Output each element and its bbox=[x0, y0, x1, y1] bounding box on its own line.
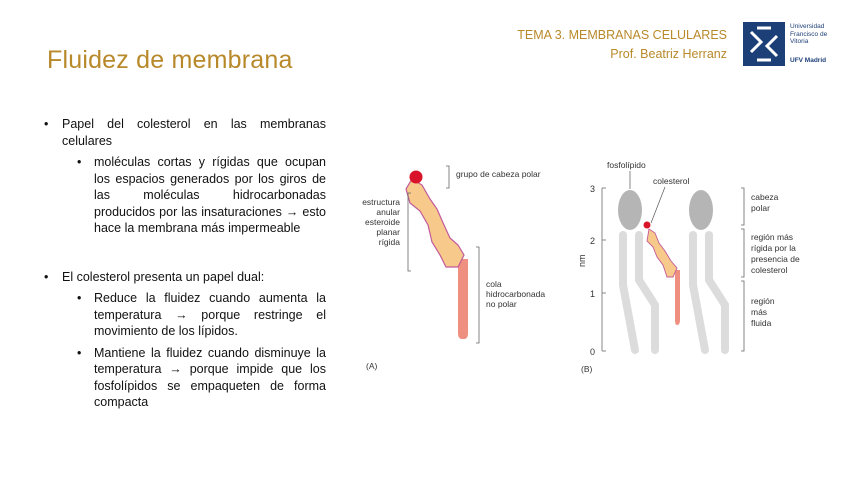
tick-1: 1 bbox=[589, 289, 595, 299]
sub-bullet-maintain-fluidity: • Mantiene la fluidez cuando disminuye la temperatura → porque impide que los fosfolípidos se empaqueten de forma compacta bbox=[44, 345, 326, 411]
phospholipid-right bbox=[689, 190, 725, 350]
figure-a-label: (A) bbox=[366, 361, 378, 371]
label-tail-1: cola bbox=[486, 279, 502, 289]
label-fluid-2: más bbox=[751, 307, 768, 317]
label-fluid-1: región bbox=[751, 296, 775, 306]
cholesterol-molecule bbox=[644, 222, 681, 326]
label-ring-1: estructura bbox=[362, 197, 400, 207]
label-ring-2: anular bbox=[376, 207, 400, 217]
logo-line-1: Universidad bbox=[790, 23, 825, 30]
label-rigid-3: presencia de bbox=[751, 254, 800, 264]
nonpolar-tail bbox=[458, 259, 468, 339]
logo-subtitle: UFV Madrid bbox=[790, 57, 827, 64]
tick-3: 3 bbox=[589, 184, 595, 194]
label-polar-head: grupo de cabeza polar bbox=[456, 169, 541, 179]
label-phospholipid: fosfolípido bbox=[607, 160, 646, 170]
label-ring-3: esteroide bbox=[365, 217, 400, 227]
figure-b-label: (B) bbox=[581, 364, 593, 374]
label-fluid-3: fluida bbox=[751, 318, 772, 328]
label-ring-4: planar bbox=[376, 227, 400, 237]
logo-line-2: Francisco de bbox=[790, 30, 828, 38]
axis-label-nm: nm bbox=[577, 254, 587, 267]
logo-line-3: Vitoria bbox=[790, 38, 809, 45]
label-rigid-1: región más bbox=[751, 232, 794, 242]
label-cholesterol: colesterol bbox=[653, 176, 690, 186]
author-name: Prof. Beatriz Herranz bbox=[610, 47, 727, 61]
phospholipid-left bbox=[618, 190, 655, 350]
university-logo bbox=[743, 22, 785, 66]
label-rigid-4: colesterol bbox=[751, 265, 788, 275]
bullet-dual-role: • El colesterol presenta un papel dual: bbox=[44, 269, 326, 286]
figure-b-membrane-section bbox=[575, 155, 805, 380]
sub-bullet-short-rigid: • moléculas cortas y rígidas que ocupan los espacios generados por los giros de las moléculas hidrocarbonadas producidos por las insaturaciones → esto hace la membrana más impermeable bbox=[44, 154, 326, 237]
course-topic: TEMA 3. MEMBRANAS CELULARES bbox=[517, 28, 727, 42]
polar-head-dot bbox=[410, 171, 423, 184]
tick-0: 0 bbox=[589, 347, 595, 357]
figure-a-cholesterol-structure bbox=[340, 155, 570, 380]
steroid-ring-structure bbox=[406, 179, 464, 267]
header bbox=[517, 26, 727, 64]
label-head-2: polar bbox=[751, 203, 770, 213]
label-tail-3: no polar bbox=[486, 299, 517, 309]
slide-title: Fluidez de membrana bbox=[47, 46, 293, 74]
label-rigid-2: rígida por la bbox=[751, 243, 796, 253]
label-tail-2: hidrocarbonada bbox=[486, 289, 546, 299]
bullet-cholesterol-role: • Papel del colesterol en las membranas celulares bbox=[44, 116, 326, 149]
label-ring-5: rígida bbox=[378, 237, 400, 247]
logo-emblem-icon bbox=[743, 22, 785, 66]
sub-bullet-reduce-fluidity: • Reduce la fluidez cuando aumenta la temperatura → porque restringe el movimiento de los lípidos. bbox=[44, 290, 326, 340]
bullet-list bbox=[44, 116, 326, 411]
tick-2: 2 bbox=[589, 236, 595, 246]
logo-text bbox=[790, 23, 827, 46]
label-head-1: cabeza bbox=[751, 192, 779, 202]
